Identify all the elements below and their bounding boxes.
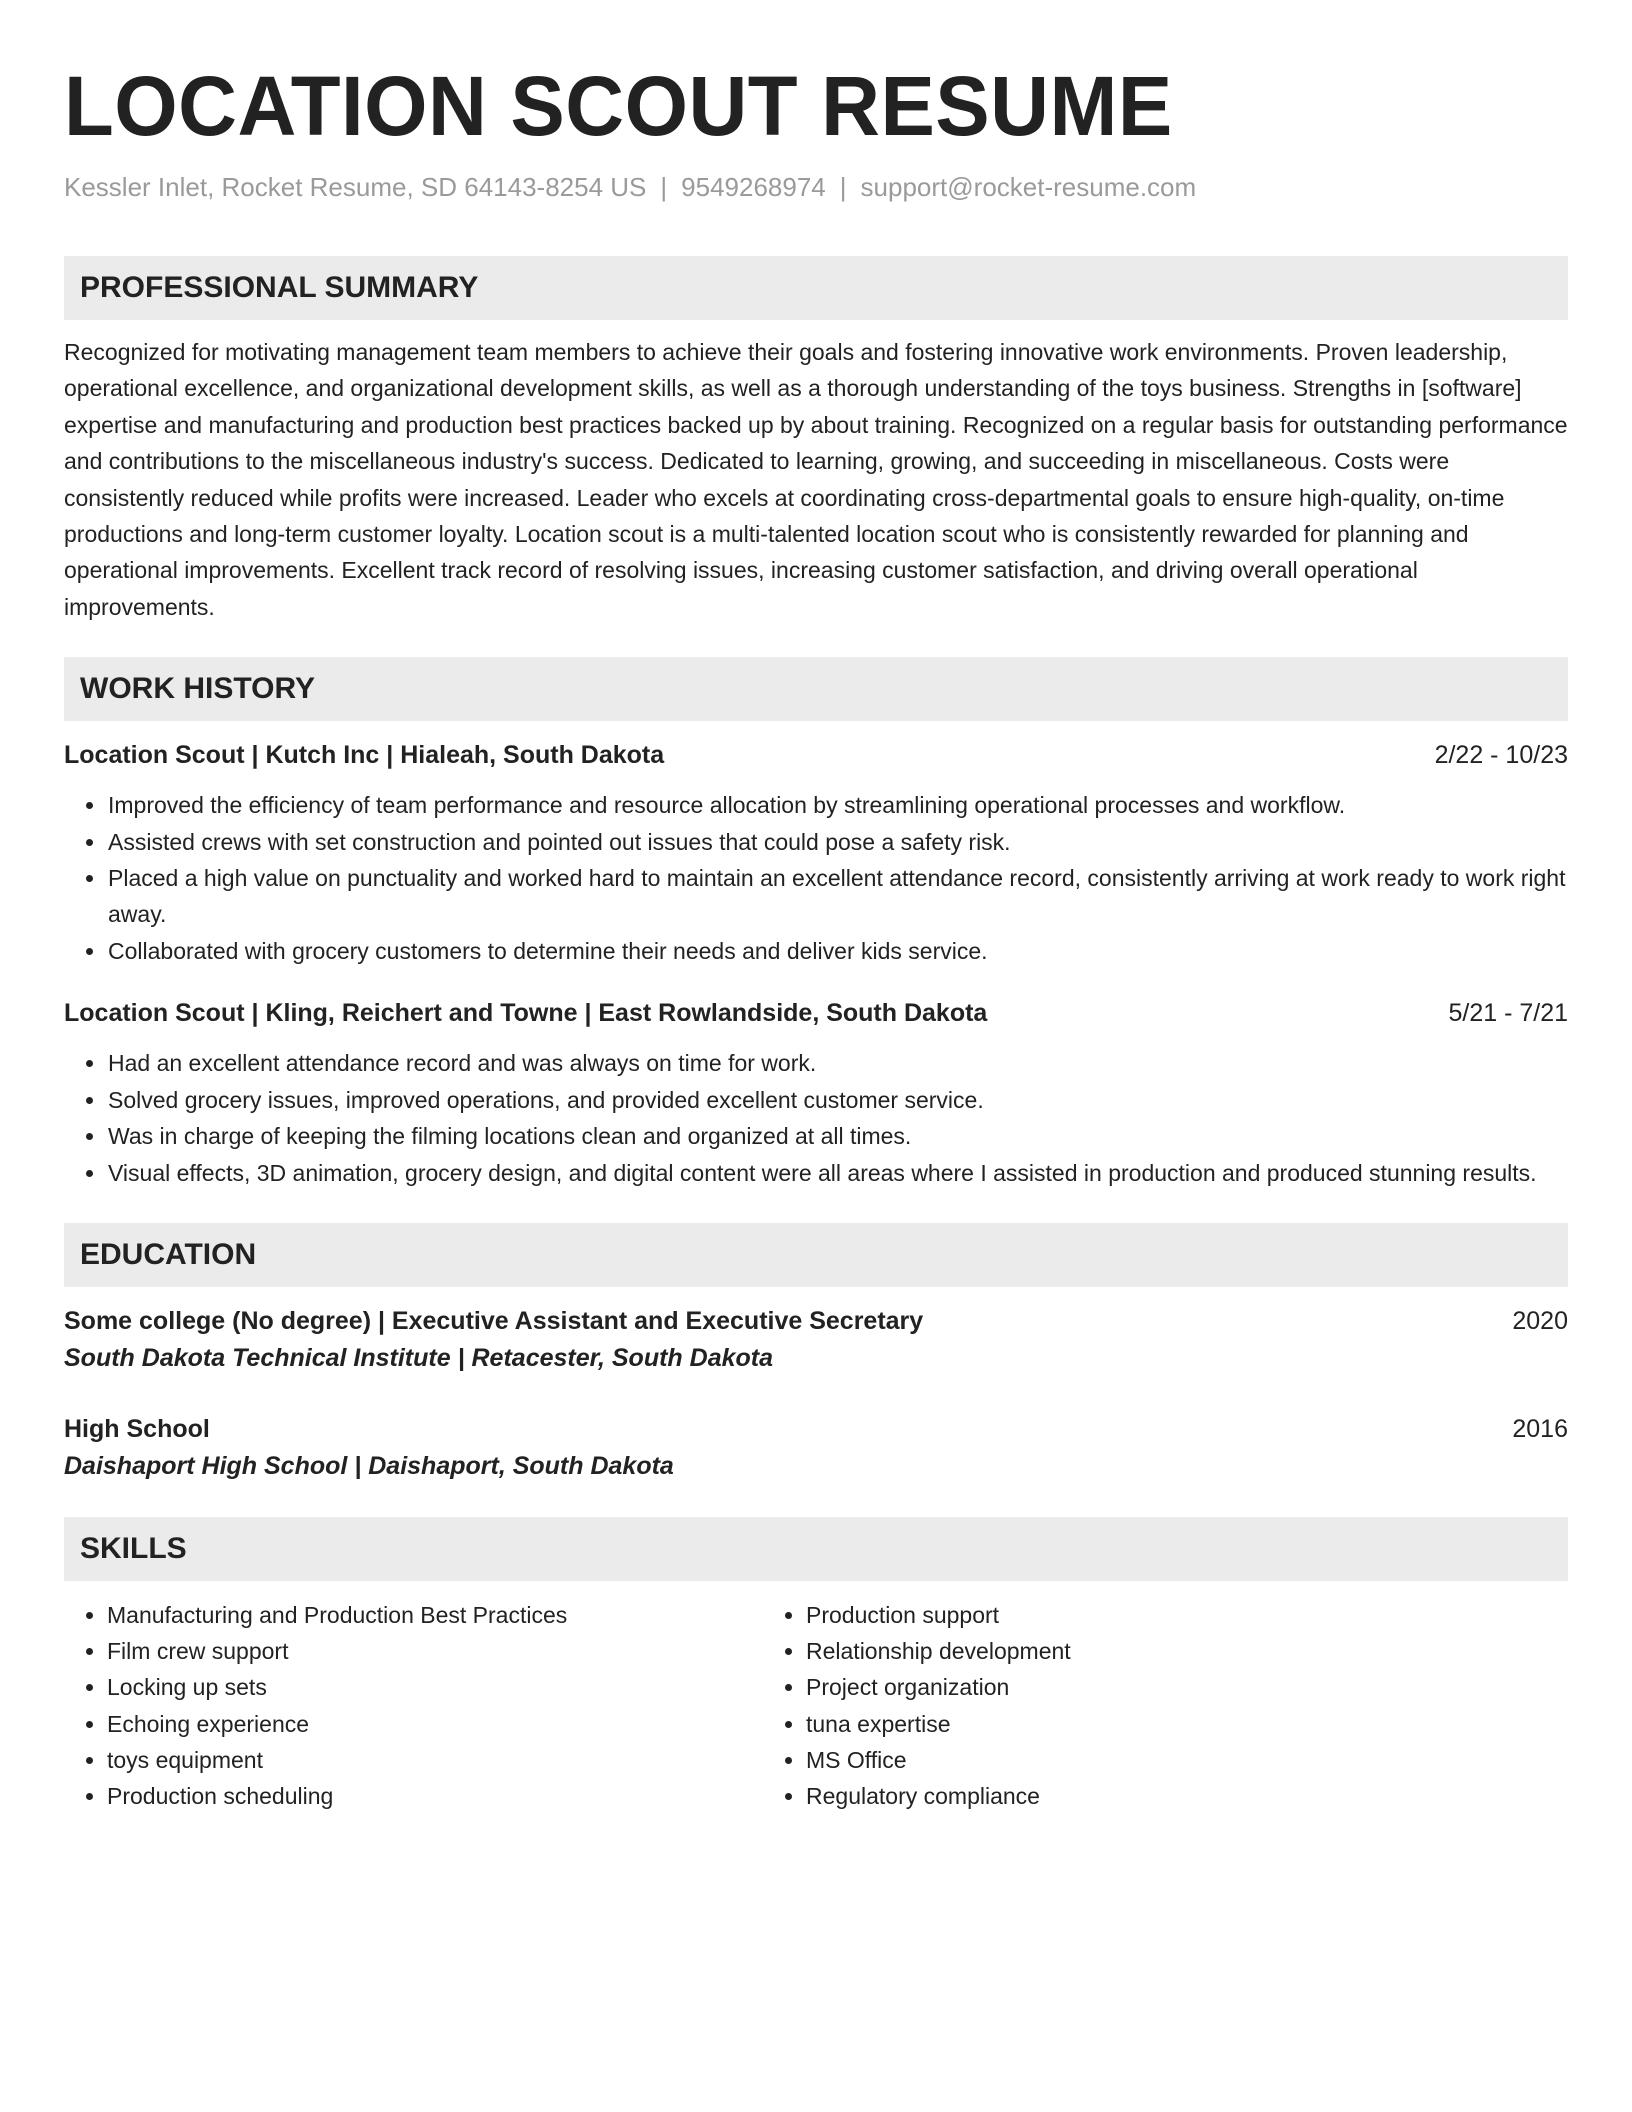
contact-separator: | xyxy=(839,172,847,202)
section-heading-work: WORK HISTORY xyxy=(64,657,1568,721)
skill-item: • Relationship development xyxy=(806,1633,1462,1669)
education-year: 2020 xyxy=(1512,1306,1568,1335)
contact-email: support@rocket-resume.com xyxy=(860,172,1197,202)
resume-title: LOCATION SCOUT RESUME xyxy=(64,59,1173,153)
job-dates: 2/22 - 10/23 xyxy=(1434,741,1568,770)
job-bullet: • Placed a high value on punctuality and worked hard to maintain an excellent attendance record, consistently arriving at work ready to work right away. xyxy=(107,860,1568,933)
education-entry xyxy=(64,1303,1568,1377)
job-entry xyxy=(64,737,1568,969)
job-bullets xyxy=(64,1045,1568,1191)
section-heading-skills: SKILLS xyxy=(64,1517,1568,1581)
contact-separator: | xyxy=(660,172,668,202)
skills-column-left xyxy=(64,1597,763,1814)
skills-column-right xyxy=(763,1597,1462,1814)
contact-line xyxy=(64,170,1568,204)
job-bullet: • Visual effects, 3D animation, grocery design, and digital content were all areas where I assisted in production and produced stunning results. xyxy=(107,1155,1568,1191)
job-bullet: • Solved grocery issues, improved operations, and provided excellent customer service. xyxy=(107,1082,1568,1118)
skill-item: • Locking up sets xyxy=(107,1669,763,1705)
job-dates: 5/21 - 7/21 xyxy=(1448,999,1568,1028)
skills-list xyxy=(64,1597,1568,1814)
job-bullets xyxy=(64,787,1568,969)
skill-item: • MS Office xyxy=(806,1742,1462,1778)
skill-item: • Echoing experience xyxy=(107,1706,763,1742)
education-degree: High School xyxy=(64,1414,210,1443)
summary-text: Recognized for motivating management team members to achieve their goals and fostering innovative work environments. Proven leadership, operational excellence, and organizational development skills, as well as a thorough understanding of the toys business. Strengths in [software] expertise and manufacturing and production best practices backed up by about training. Recognized on a regular basis for outstanding performance and contributions to the miscellaneous industry's success. Dedicated to learning, growing, and succeeding in miscellaneous. Costs were consistently reduced while profits were increased. Leader who excels at coordinating cross-departmental goals to ensure high-quality, on-time productions and long-term customer loyalty. Location scout is a multi-talented location scout who is consistently rewarded for planning and operational improvements. Excellent track record of resolving issues, increasing customer satisfaction, and driving overall operational improvements. xyxy=(64,339,1568,620)
job-header xyxy=(64,995,1568,1031)
skill-item: • toys equipment xyxy=(107,1742,763,1778)
job-bullet: • Was in charge of keeping the filming locations clean and organized at all times. xyxy=(107,1118,1568,1154)
job-bullet: • Had an excellent attendance record and was always on time for work. xyxy=(107,1045,1568,1081)
contact-address: Kessler Inlet, Rocket Resume, SD 64143-8254 US xyxy=(64,172,647,202)
section-heading-education: EDUCATION xyxy=(64,1223,1568,1287)
education-entry xyxy=(64,1411,1568,1485)
job-bullet: • Improved the efficiency of team performance and resource allocation by streamlining operational processes and workflow. xyxy=(107,787,1568,823)
skill-item: • Film crew support xyxy=(107,1633,763,1669)
education-degree: Some college (No degree) | Executive Assistant and Executive Secretary xyxy=(64,1306,924,1335)
education-header xyxy=(64,1303,1568,1339)
contact-phone: 9549268974 xyxy=(681,172,826,202)
education-year: 2016 xyxy=(1512,1414,1568,1443)
job-entry xyxy=(64,995,1568,1191)
education-school: Daishaport High School | Daishaport, South Dakota xyxy=(64,1451,674,1480)
job-bullet: • Assisted crews with set construction and pointed out issues that could pose a safety risk. xyxy=(107,824,1568,860)
section-heading-summary: PROFESSIONAL SUMMARY xyxy=(64,256,1568,320)
skill-item: • tuna expertise xyxy=(806,1706,1462,1742)
job-title: Location Scout | Kling, Reichert and Towne | East Rowlandside, South Dakota xyxy=(64,999,988,1028)
skill-item: • Project organization xyxy=(806,1669,1462,1705)
job-title: Location Scout | Kutch Inc | Hialeah, South Dakota xyxy=(64,741,665,770)
job-header xyxy=(64,737,1568,773)
education-header xyxy=(64,1411,1568,1447)
skill-item: • Production support xyxy=(806,1597,1462,1633)
skill-item: • Production scheduling xyxy=(107,1778,763,1814)
skill-item: • Regulatory compliance xyxy=(806,1778,1462,1814)
skill-item: • Manufacturing and Production Best Practices xyxy=(107,1597,763,1633)
job-bullet: • Collaborated with grocery customers to determine their needs and deliver kids service. xyxy=(107,933,1568,969)
education-school: South Dakota Technical Institute | Retacester, South Dakota xyxy=(64,1343,773,1372)
